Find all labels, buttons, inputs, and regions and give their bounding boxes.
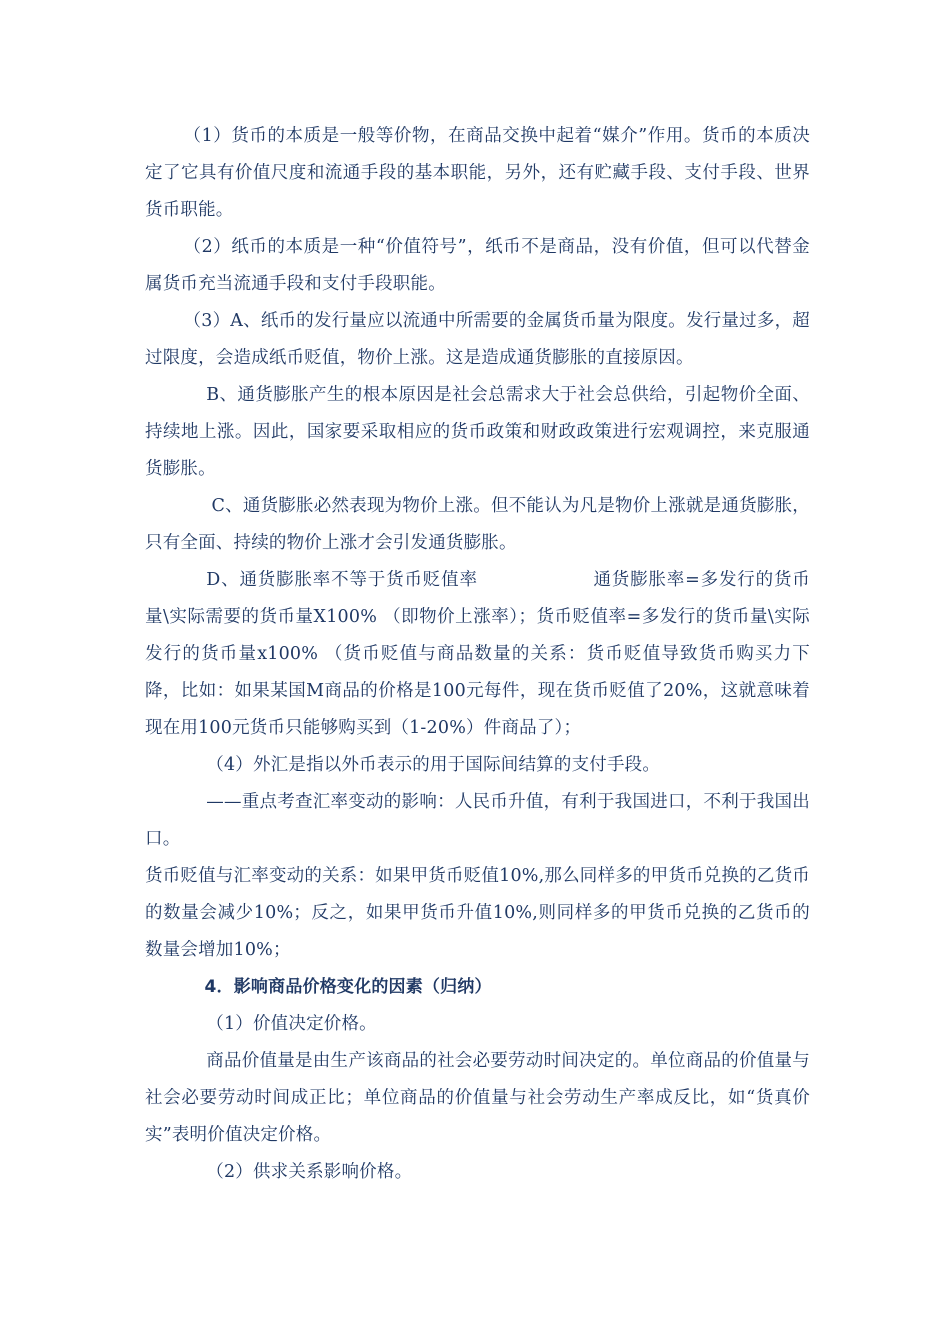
paragraph-money-essence: （1）货币的本质是一般等价物，在商品交换中起着“媒介”作用。货币的本质决定了它具有价值尺度和流通手段的基本职能，另外，还有贮藏手段、支付手段、世界货币职能。: [145, 126, 810, 220]
paragraph-exchange-rate-focus: ——重点考查汇率变动的影响：人民币升值，有利于我国进口，不利于我国出口。: [145, 792, 810, 849]
inflation-rate-formula: 通货膨胀率=多发行的货币量\实际需要的货币量X100% （即物价上涨率）；货币贬值率=多发行的货币量\实际发行的货币量x100% （货币贬值与商品数量的关系：货币贬值导致货币购买力下降，比如：如果某国M商品的价格是100元每件，现在货币贬值了20%，这就意味着现在用100元货币只能够购买到（1-20%）件商品了）；: [145, 570, 810, 738]
paragraph-issuance-limit: （3）A、纸币的发行量应以流通中所需要的金属货币量为限度。发行量过多，超过限度，会造成纸币贬值，物价上涨。这是造成通货膨胀的直接原因。: [145, 311, 810, 368]
paragraph-value-determines-price: （1）价值决定价格。: [206, 1014, 377, 1034]
paragraph-supply-demand: （2）供求关系影响价格。: [206, 1162, 413, 1182]
paragraph-inflation-cause: B、通货膨胀产生的根本原因是社会总需求大于社会总供给，引起物价全面、持续地上涨。因此，国家要采取相应的货币政策和财政政策进行宏观调控，来克服通货膨胀。: [145, 385, 810, 479]
paragraph-value-quantity: 商品价值量是由生产该商品的社会必要劳动时间决定的。单位商品的价值量与社会必要劳动时间成正比；单位商品的价值量与社会劳动生产率成反比，如“货真价实”表明价值决定价格。: [145, 1051, 810, 1145]
paragraph-inflation-price: C、通货膨胀必然表现为物价上涨。但不能认为凡是物价上涨就是通货膨胀，只有全面、持续的物价上涨才会引发通货膨胀。: [145, 496, 810, 553]
paragraph-foreign-exchange: （4）外汇是指以外币表示的用于国际间结算的支付手段。: [206, 755, 661, 775]
paragraph-inflation-rate: [145, 562, 810, 747]
section-heading-price-factors: 4．影响商品价格变化的因素（归纳）: [204, 977, 492, 997]
inflation-rate-heading: D、通货膨胀率不等于货币贬值率: [206, 570, 478, 590]
paragraph-depreciation-exchange: 货币贬值与汇率变动的关系：如果甲货币贬值10%,那么同样多的甲货币兑换的乙货币的数量会减少10%；反之，如果甲货币升值10%,则同样多的甲货币兑换的乙货币的数量会增加10%；: [145, 866, 810, 960]
document-body: [145, 118, 810, 1191]
paragraph-paper-money: （2）纸币的本质是一种“价值符号”，纸币不是商品，没有价值，但可以代替金属货币充当流通手段和支付手段职能。: [145, 237, 810, 294]
